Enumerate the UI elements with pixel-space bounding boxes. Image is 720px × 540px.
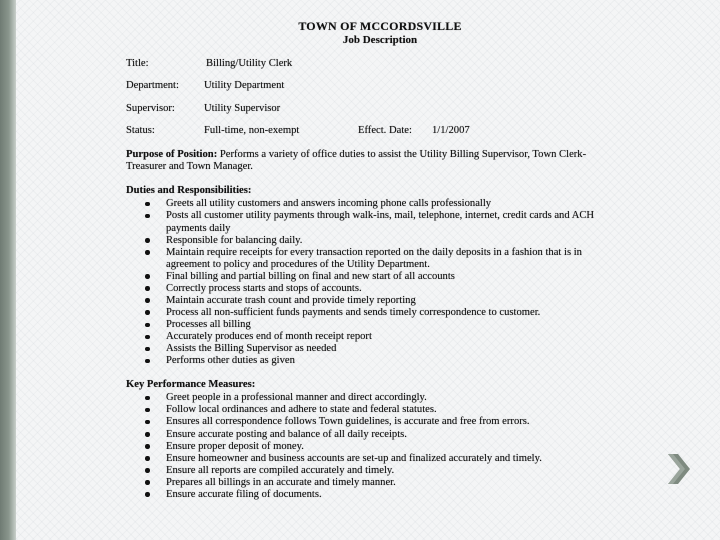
department-label: Department: (126, 80, 179, 92)
duty-item: Maintain require receipts for every transaction reported on the daily deposits in a fashion that is in agreement to policy and procedures of the Utility Department. (166, 247, 600, 271)
slide-side-bar (0, 0, 16, 540)
performance-item: Ensure all reports are compiled accurately and timely. (166, 465, 600, 477)
duty-item: Accurately produces end of month receipt report (166, 331, 600, 343)
duty-item: Performs other duties as given (166, 355, 600, 367)
performance-list (120, 392, 600, 501)
supervisor-label: Supervisor: (126, 102, 175, 114)
title-value: Billing/Utility Clerk (206, 57, 293, 69)
duty-item: Posts all customer utility payments through walk-ins, mail, telephone, internet, credit cards and ACH payments daily (166, 210, 600, 234)
performance-item: Ensures all correspondence follows Town guidelines, is accurate and free from errors. (166, 416, 600, 428)
document-subtitle: Job Description (342, 33, 418, 46)
chevron-right-icon[interactable] (664, 452, 692, 486)
job-description-document (120, 20, 600, 501)
supervisor-value: Utility Supervisor (204, 102, 281, 114)
title-field (120, 58, 600, 69)
performance-item: Greet people in a professional manner and direct accordingly. (166, 392, 600, 404)
performance-heading: Key Performance Measures: (126, 379, 256, 391)
status-value: Full-time, non-exempt (204, 125, 300, 137)
purpose-text: Performs a variety of office duties to assist the Utility Billing Supervisor, Town Clerk-Treasurer and Town Manager. (126, 149, 587, 173)
duty-item: Processes all billing (166, 319, 600, 331)
performance-item: Ensure accurate posting and balance of all daily receipts. (166, 429, 600, 441)
performance-item: Ensure accurate filing of documents. (166, 489, 600, 501)
duty-item: Process all non-sufficient funds payments and sends timely correspondence to customer. (166, 307, 600, 319)
duty-item: Responsible for balancing daily. (166, 235, 600, 247)
effect-date-label: Effect. Date: (358, 125, 412, 137)
duty-item: Assists the Billing Supervisor as needed (166, 343, 600, 355)
purpose-label: Purpose of Position: (126, 149, 218, 161)
department-value: Utility Department (204, 80, 285, 92)
title-label: Title: (126, 57, 149, 69)
duties-list (120, 198, 600, 367)
performance-item: Follow local ordinances and adhere to state and federal statutes. (166, 404, 600, 416)
duties-heading: Duties and Responsibilities: (126, 185, 252, 197)
duty-item: Maintain accurate trash count and provide timely reporting (166, 295, 600, 307)
status-label: Status: (126, 125, 155, 137)
supervisor-field (120, 103, 600, 114)
town-heading: TOWN OF MCCORDSVILLE (298, 19, 462, 33)
performance-item: Ensure homeowner and business accounts are set-up and finalized accurately and timely. (166, 453, 600, 465)
department-field (120, 80, 600, 91)
performance-item: Ensure proper deposit of money. (166, 441, 600, 453)
effect-date-value: 1/1/2007 (432, 125, 470, 137)
duty-item: Final billing and partial billing on final and new start of all accounts (166, 271, 600, 283)
performance-item: Prepares all billings in an accurate and timely manner. (166, 477, 600, 489)
purpose-paragraph (120, 149, 600, 173)
status-field (120, 125, 600, 136)
duty-item: Correctly process starts and stops of accounts. (166, 283, 600, 295)
duty-item: Greets all utility customers and answers incoming phone calls professionally (166, 198, 600, 210)
